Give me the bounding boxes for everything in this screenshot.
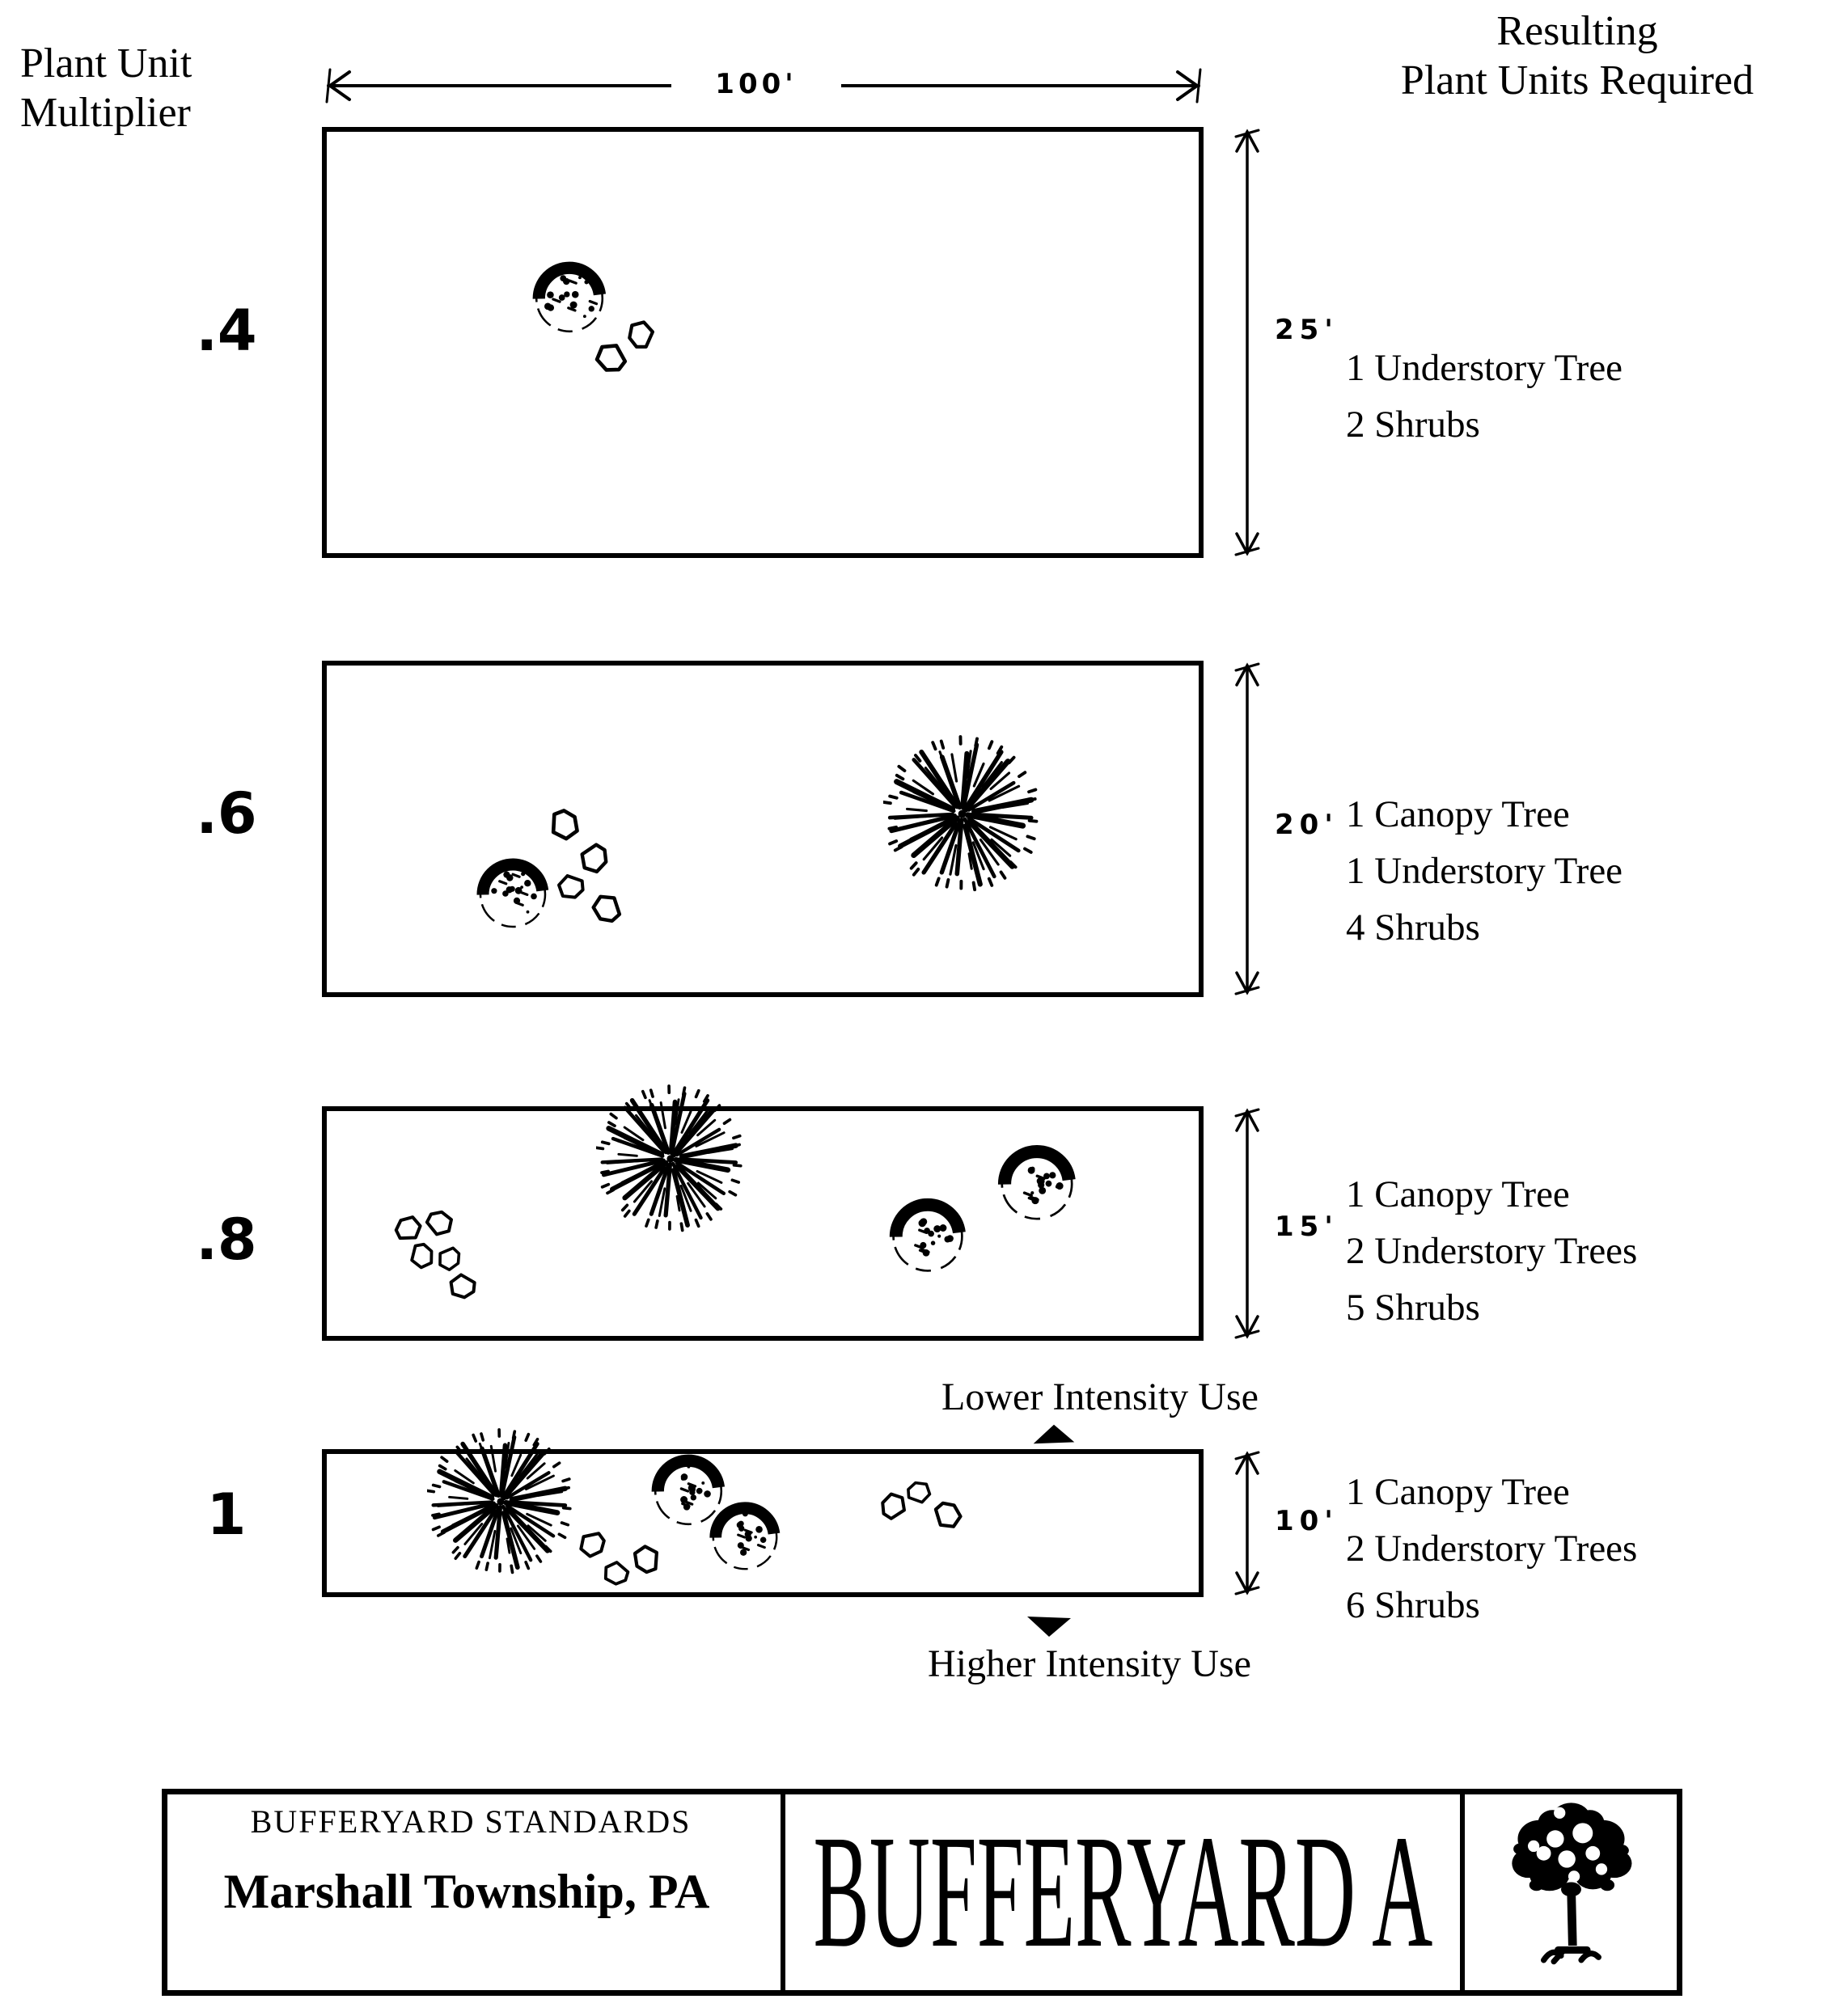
requirement-line: 1 Understory Tree [1346,347,1623,389]
right-header-line1: Resulting [1496,8,1658,54]
shrub-icon [930,1498,964,1532]
understory-tree-icon [993,1140,1081,1228]
requirement-line: 1 Canopy Tree [1346,793,1570,835]
canopy-tree-icon [596,1084,745,1233]
sheet-title: BUFFERYARD A [813,1803,1432,1981]
right-header-line2: Plant Units Required [1400,57,1754,104]
shrub-icon [545,806,582,843]
requirement-line: 2 Understory Trees [1346,1230,1638,1272]
left-header [20,39,192,137]
requirement-line: 2 Understory Trees [1346,1528,1638,1570]
shrub-icon [434,1244,463,1273]
multiplier-label-2: .6 [196,780,257,847]
left-header-line2: Multiplier [20,90,191,136]
width-dimension-label: 100' [671,66,841,102]
depth-label-4: 10' [1275,1505,1339,1537]
requirements-row-3 [1346,1166,1637,1336]
understory-tree-icon [472,854,553,935]
depth-dimension-arrow-icon [1229,1106,1265,1341]
shrub-icon [601,1557,632,1588]
depth-label-3: 15' [1275,1211,1339,1243]
depth-label-1: 25' [1275,314,1339,346]
requirement-line: 4 Shrubs [1346,907,1480,949]
down-arrow-icon [1024,1612,1074,1640]
buffer-strip-2 [322,661,1204,997]
understory-tree-icon [528,257,611,340]
shrub-icon [446,1270,479,1302]
canopy-tree-icon [427,1428,574,1575]
multiplier-label-1: .4 [196,298,257,364]
title-block [162,1789,1682,1996]
requirement-line: 1 Understory Tree [1346,850,1623,892]
depth-label-2: 20' [1275,809,1339,841]
shrub-icon [624,318,658,352]
tree-logo-cell [1465,1794,1677,1990]
requirements-row-4 [1346,1464,1637,1634]
depth-dimension-arrow-icon [1229,1449,1265,1597]
municipality-label: Marshall Township, PA [223,1865,710,1918]
buffer-strip-1 [322,127,1204,558]
left-header-line1: Plant Unit [20,40,193,87]
tree-logo-icon [1488,1798,1654,1986]
understory-tree-icon [885,1194,971,1279]
higher-intensity-label: Higher Intensity Use [928,1642,1251,1685]
lower-intensity-label: Lower Intensity Use [941,1376,1259,1418]
requirement-line: 2 Shrubs [1346,404,1480,446]
requirement-line: 1 Canopy Tree [1346,1471,1570,1513]
requirement-line: 5 Shrubs [1346,1287,1480,1329]
requirements-row-1 [1346,340,1623,453]
depth-dimension-arrow-icon [1229,127,1265,558]
sheet-title-cell [785,1794,1460,1990]
canopy-tree-icon [883,735,1041,893]
right-header [1318,6,1832,105]
understory-tree-icon [705,1498,785,1577]
requirements-row-2 [1346,786,1623,956]
requirement-line: 1 Canopy Tree [1346,1173,1570,1215]
requirement-line: 6 Shrubs [1346,1584,1480,1626]
multiplier-label-3: .8 [196,1207,257,1273]
standards-label: BUFFERYARD STANDARDS [250,1803,692,1840]
depth-dimension-arrow-icon [1229,661,1265,997]
up-arrow-icon [1030,1422,1077,1446]
multiplier-label-4: 1 [206,1481,247,1548]
shrub-icon [423,1207,455,1240]
shrub-icon [590,890,625,926]
shrub-icon [576,1528,608,1560]
shrub-icon [904,1478,933,1507]
shrub-icon [630,1542,664,1576]
shrub-icon [555,870,587,902]
shrub-icon [406,1240,437,1271]
